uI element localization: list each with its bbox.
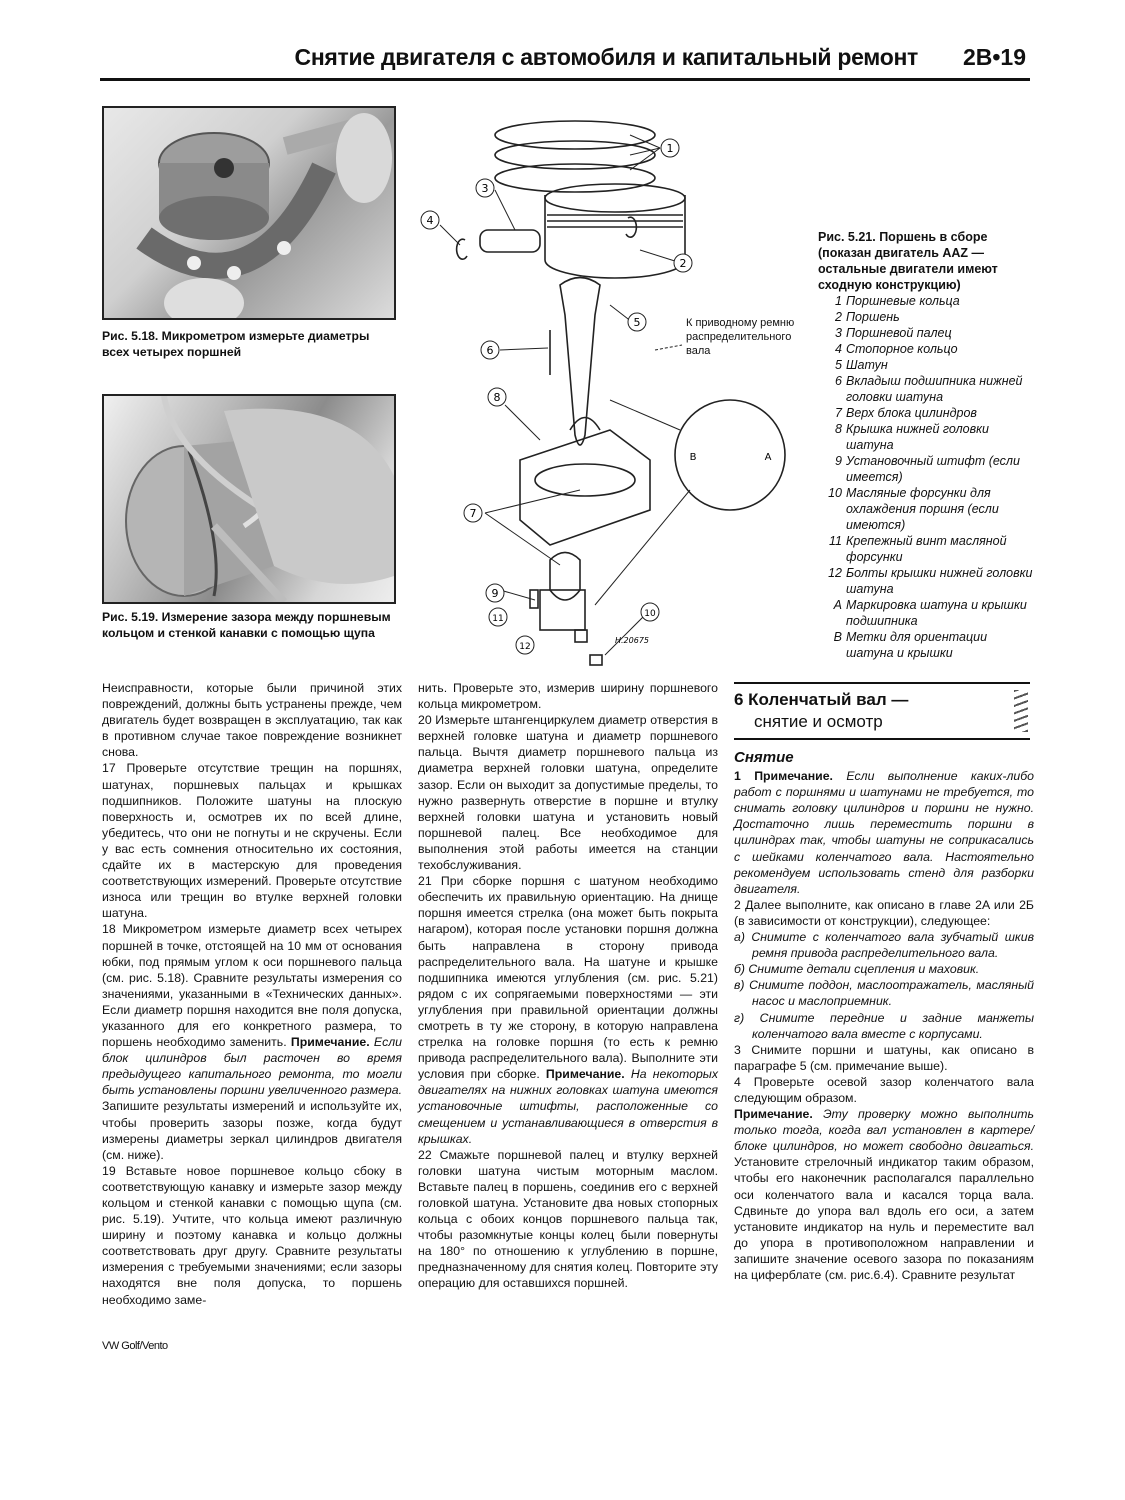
page-header (100, 38, 1030, 81)
svg-text:11: 11 (492, 614, 504, 624)
note-text: Если блок цилиндров был расточен во время предыдущего капитального ремонта, то могли быть установлены поршни увеличенного размера. (102, 1035, 403, 1098)
page-number: 2B•19 (962, 44, 1026, 70)
legend-item: 5 Шатун (835, 358, 888, 372)
feeler-gauge-illustration-icon (104, 396, 394, 602)
legend-item: 12 Болты крышки нижней головки шатуна (828, 566, 1033, 596)
subheading: Снятие (734, 749, 794, 766)
text-column-3 (734, 750, 1034, 1283)
legend-item: 3 Поршневой палец (835, 326, 952, 340)
svg-text:12: 12 (519, 642, 531, 652)
figure-5-18-caption: Рис. 5.18. Микрометром измерьте диаметры всех четырех поршней (102, 329, 370, 359)
text-column-2 (418, 680, 718, 1292)
svg-text:2: 2 (679, 257, 687, 270)
paragraph-18: 18 Микрометром измерьте диаметр всех четырех поршней в точке, отстоящей на 10 мм от основания юбки, под прямым углом к оси поршневого пальца (см. рис. 5.18). Сравните результаты измерения со значениями, указанными в «Технических данных». Если диаметр поршня находится вне поля допуска, указанного для его конкретного размера, то поршень необходимо заменить. Примечание. Если блок цилиндров был расточен во время предыдущего капитального ремонта, то могли быть установлены поршни увеличенного размера. Запишите результаты измерений и используйте их, чтобы проверить зазоры позже, когда будут измерены диаметры зеркал цилиндров двигателя (см. ниже). (102, 922, 403, 1162)
legend-item: 7 Верх блока цилиндров (835, 406, 977, 420)
paragraph-3: 3 Снимите поршни и шатуны, как описано в параграфе 5 (см. примечание выше). (734, 1042, 1034, 1073)
note-paragraph: Примечание. Эту проверку можно выполнить только тогда, когда вал установлен в картере/блоке цилиндров, но может свободно двигаться. Установите стрелочный индикатор таким образом, чтобы его наконечник располагался параллельно оси коленчатого вала и касался торца вала. Сдвиньте до упора вал вдоль его оси, а затем установите индикатор на нуль и переместите вал до упора в противоположном направлении и запишите значение осевого зазора по показаниям на циферблате (см. рис.6.4). Сравните результат (734, 1107, 1034, 1282)
photo-micrometer-piston (102, 106, 396, 320)
legend-item: 11 Крепежный винт масляной форсунки (829, 534, 1007, 564)
chapter-title: Снятие двигателя с автомобиля и капитальный ремонт (294, 44, 918, 70)
svg-text:1: 1 (666, 142, 674, 155)
paragraph-20: 20 Измерьте штангенциркулем диаметр отверстия в верхней головке шатуна и диаметр поршневого пальца. Вычтя диаметр поршневого пальца из диаметра верхней головки шатуна, определите зазор. Если он выходит за допустимые пределы, то нужно развернуть отверстие в поршне и втулку верхней головки шатуна и установить новый поршневой палец. Все необходимое для выполнения этой работы имеется на станции техобслуживания. (418, 713, 718, 873)
svg-text:4: 4 (426, 214, 434, 227)
figure-5-19-caption: Рис. 5.19. Измерение зазора между поршневым кольцом и стенкой канавки с помощью щупа (102, 610, 391, 640)
svg-text:3: 3 (481, 182, 489, 195)
legend-item: 8 Крышка нижней головки шатуна (835, 422, 989, 452)
svg-text:H.20675: H.20675 (614, 636, 650, 645)
svg-text:A: A (764, 452, 772, 463)
legend-item: 4 Стопорное кольцо (835, 342, 958, 356)
figure-5-21-title: Рис. 5.21. Поршень в сборе (показан двигатель AAZ — остальные двигатели имеют сходную конструкцию) (818, 230, 998, 292)
svg-text:9: 9 (491, 587, 499, 600)
svg-text:6: 6 (486, 344, 494, 357)
section-title: 6 Коленчатый вал — (734, 690, 909, 709)
page-footer: VW Golf/Vento (102, 1340, 168, 1352)
micrometer-illustration-icon (104, 108, 394, 318)
figure-5-21-legend (818, 293, 1033, 661)
paragraph-2: 2 Далее выполните, как описано в главе 2A или 2Б (в зависимости от конструкции), следующее: (734, 897, 1034, 928)
piston-assembly-diagram (410, 100, 810, 670)
photo-feeler-gauge (102, 394, 396, 604)
svg-text:10: 10 (644, 609, 656, 619)
piston-exploded-view-icon (410, 100, 810, 670)
paragraph: нить. Проверьте это, измерив ширину поршневого кольца микрометром. (418, 681, 718, 712)
legend-item: 9 Установочный штифт (если имеется) (835, 454, 1020, 484)
list-item: в) Снимите поддон, маслоотражатель, масляный насос и маслоприемник. (734, 978, 1034, 1009)
legend-item: 6 Вкладыш подшипника нижней головки шатуна (835, 374, 1023, 404)
wrench-rating-icon (1014, 690, 1028, 732)
list-item: б) Снимите детали сцепления и маховик. (734, 962, 980, 977)
legend-item: 2 Поршень (835, 310, 900, 324)
note-label: Примечание. (290, 1035, 370, 1050)
svg-text:5: 5 (633, 316, 641, 329)
text-column-1 (102, 680, 402, 1308)
legend-item: 1 Поршневые кольца (835, 294, 960, 308)
figure-5-21-caption (818, 229, 1033, 661)
paragraph: Неисправности, которые были причиной этих повреждений, должны быть устранены прежде, чем двигатель будет возвращен в эксплуатацию, так как в противном случае такое повреждение возникнет снова. (102, 681, 402, 760)
legend-item: B Метки для ориентации шатуна и крышки (833, 630, 988, 660)
note-label: Примечание. (545, 1067, 625, 1082)
paragraph-22: 22 Смажьте поршневой палец и втулку верхней головки шатуна чистым моторным маслом. Вставьте палец в поршень, соединив его с верхней головкой шатуна. Установите два новых стопорных кольца с обоих концов поршневого пальца так, чтобы разомкнутые концы колец были повернуты на 180° по отношению к углублению в поршне, предназначенному для снятия колец. Повторите эту операцию для оставшихся поршней. (418, 1147, 718, 1291)
svg-text:7: 7 (469, 507, 477, 520)
section-heading (734, 682, 1030, 740)
svg-text:B: B (689, 452, 697, 463)
section-subtitle: снятие и осмотр (754, 712, 883, 731)
list-item: г) Снимите передние и задние манжеты коленчатого вала вместе с корпусами. (734, 1010, 1034, 1041)
svg-text:8: 8 (493, 391, 501, 404)
paragraph-21: 21 При сборке поршня с шатуном необходимо обеспечить их правильную ориентацию. На днище поршня имеется стрелка (она может быть покрыта нагаром), которая после установки поршня должна быть направлена в сторону привода распределительного вала. На шатуне и крышке подшипника имеются углубления (см. рис. 5.21) рядом с их сопрягаемыми поверхностями — эти углубления при правильной ориентации должны смотреть в ту же сторону, в которую направлена стрелка на головке поршня (то есть к ремню привода распределительного вала). Выполните эти условия при сборке. Примечание. На некоторых двигателях на нижних головках шатуна имеются установочные штифты, расположенные со смещением и устанавливающиеся в отверстия в крышках. (418, 874, 719, 1146)
legend-item: A Маркировка шатуна и крышки подшипника (833, 598, 1027, 628)
paragraph-4: 4 Проверьте осевой зазор коленчатого вала следующим образом. (734, 1074, 1034, 1105)
legend-item: 10 Масляные форсунки для охлаждения поршня (если имеются) (828, 486, 999, 532)
paragraph-19: 19 Вставьте новое поршневое кольцо сбоку в соответствующую канавку и измерьте зазор между кольцом и стенкой канавки с помощью щупа (см. рис. 5.19). Учтите, что кольца имеют различную ширину и поэтому канавка и кольцо должны соответствовать друг другу. Сравните результаты измерения с требуемыми значениями; если зазоры находятся вне поля допуска, то поршень необходимо заме- (102, 1163, 402, 1307)
paragraph-1: 1 Примечание. Если выполнение каких-либо работ с поршнями и шатунами не требуется, то снимать головку цилиндров и поршни не нужно. Достаточно лишь переместить поршни в цилиндрах так, чтобы шатуны не соприкасались с шейками коленчатого вала. Настоятельно рекомендуем использовать стенд для разборки двигателя. (734, 769, 1034, 896)
list-item: а) Снимите с коленчатого вала зубчатый шкив ремня привода распределительного вала. (734, 930, 1034, 961)
diagram-direction-note: К приводному ремню распределительного вала (686, 317, 795, 357)
paragraph-17: 17 Проверьте отсутствие трещин на поршнях, шатунах, поршневых пальцах и крышках подшипников. Положите шатуны на плоскую поверхность и, осмотрев их по всей длине, убедитесь, что они не погнуты и не скручены. Если у вас есть сомнения относительно их состояния, сдайте их в мастерскую для проведения соответствующих измерений. Проверьте отсутствие износа или трещин во втулке верхней головки шатуна. (102, 761, 402, 921)
note-text: На некоторых двигателях на нижних головках шатуна имеются установочные штифты, расположенные со смещением и устанавливающиеся в отверстия в крышках. (418, 1067, 719, 1146)
